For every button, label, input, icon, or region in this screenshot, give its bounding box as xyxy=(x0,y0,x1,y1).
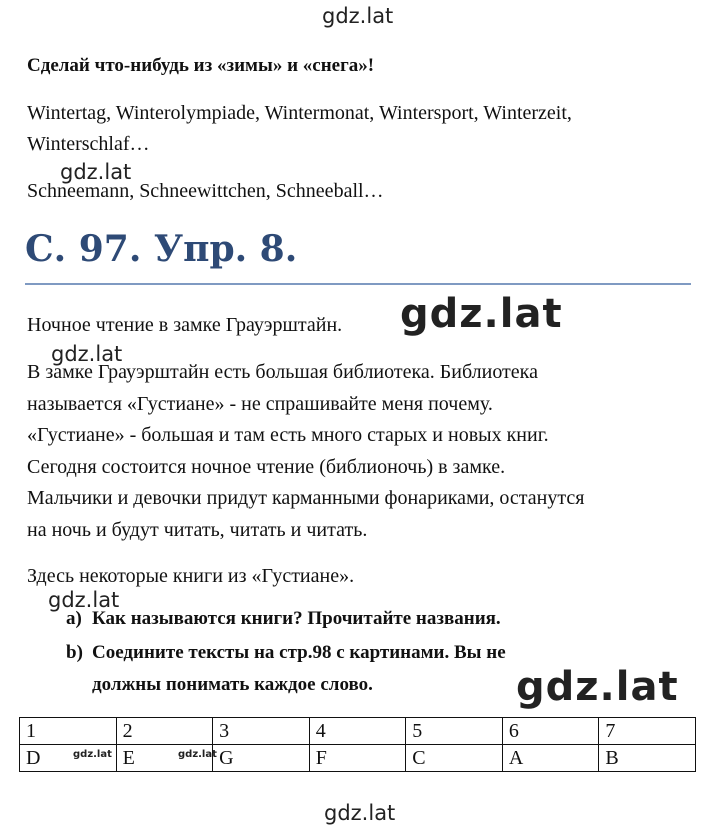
table-row-numbers xyxy=(20,718,696,745)
watermark: gdz.lat xyxy=(51,342,123,366)
task-title: Сделай что-нибудь из «зимы» и «снега»! xyxy=(27,55,375,76)
story-text xyxy=(27,357,584,546)
table-cell: 4 xyxy=(309,718,406,745)
table-cell: 3 xyxy=(213,718,310,745)
table-cell: D xyxy=(20,745,117,772)
table-cell: 6 xyxy=(502,718,599,745)
story-line: называется «Густиане» - не спрашивайте меня почему. xyxy=(27,392,493,415)
watermark: gdz.lat xyxy=(178,749,217,760)
question-text: Как называются книги? Прочитайте названия. xyxy=(92,608,501,629)
watermark: gdz.lat xyxy=(324,801,396,825)
table-cell: G xyxy=(213,745,310,772)
exercise-heading: С. 97. Упр. 8. xyxy=(25,228,298,270)
table-cell: C xyxy=(406,745,503,772)
table-cell: 2 xyxy=(116,718,213,745)
watermark: gdz.lat xyxy=(60,160,132,184)
table-cell: B xyxy=(599,745,696,772)
heading-underline xyxy=(25,283,691,285)
story-line: «Густиане» - большая и там есть много старых и новых книг. xyxy=(27,424,549,446)
question-b xyxy=(66,642,506,664)
watermark: gdz.lat xyxy=(322,4,394,28)
watermark: gdz.lat xyxy=(73,749,112,760)
watermark: gdz.lat xyxy=(400,291,563,337)
question-a xyxy=(66,608,501,630)
question-letter: a) xyxy=(66,608,82,629)
winter-words-line2: Winterschlaf… xyxy=(27,133,150,155)
table-cell: E xyxy=(116,745,213,772)
table-cell: 5 xyxy=(406,718,503,745)
table-row-letters xyxy=(20,745,696,772)
story-title: Ночное чтение в замке Грауэрштайн. xyxy=(27,314,343,336)
story-line: В замке Грауэрштайн есть большая библиотека. Библиотека xyxy=(27,361,538,383)
table-cell: F xyxy=(309,745,406,772)
table-cell: A xyxy=(502,745,599,772)
story-line: Мальчики и девочки придут карманными фонариками, останутся xyxy=(27,487,585,509)
table-cell: 1 xyxy=(20,718,117,745)
answer-table xyxy=(19,717,696,772)
books-intro: Здесь некоторые книги из «Густиане». xyxy=(27,565,355,587)
story-line: Сегодня состоится ночное чтение (библионочь) в замке. xyxy=(27,455,506,478)
winter-words-line1: Wintertag, Winterolympiade, Wintermonat, Wintersport, Winterzeit, xyxy=(27,102,572,124)
watermark: gdz.lat xyxy=(48,588,120,612)
question-text: Соедините тексты на стр.98 с картинами. Вы не xyxy=(92,642,506,663)
question-letter: b) xyxy=(66,642,83,663)
table-cell: 7 xyxy=(599,718,696,745)
question-b-continuation: должны понимать каждое слово. xyxy=(92,674,373,695)
story-line: на ночь и будут читать, читать и читать. xyxy=(27,518,368,541)
watermark: gdz.lat xyxy=(516,664,679,710)
snow-words-line: Schneemann, Schneewittchen, Schneeball… xyxy=(27,180,384,202)
